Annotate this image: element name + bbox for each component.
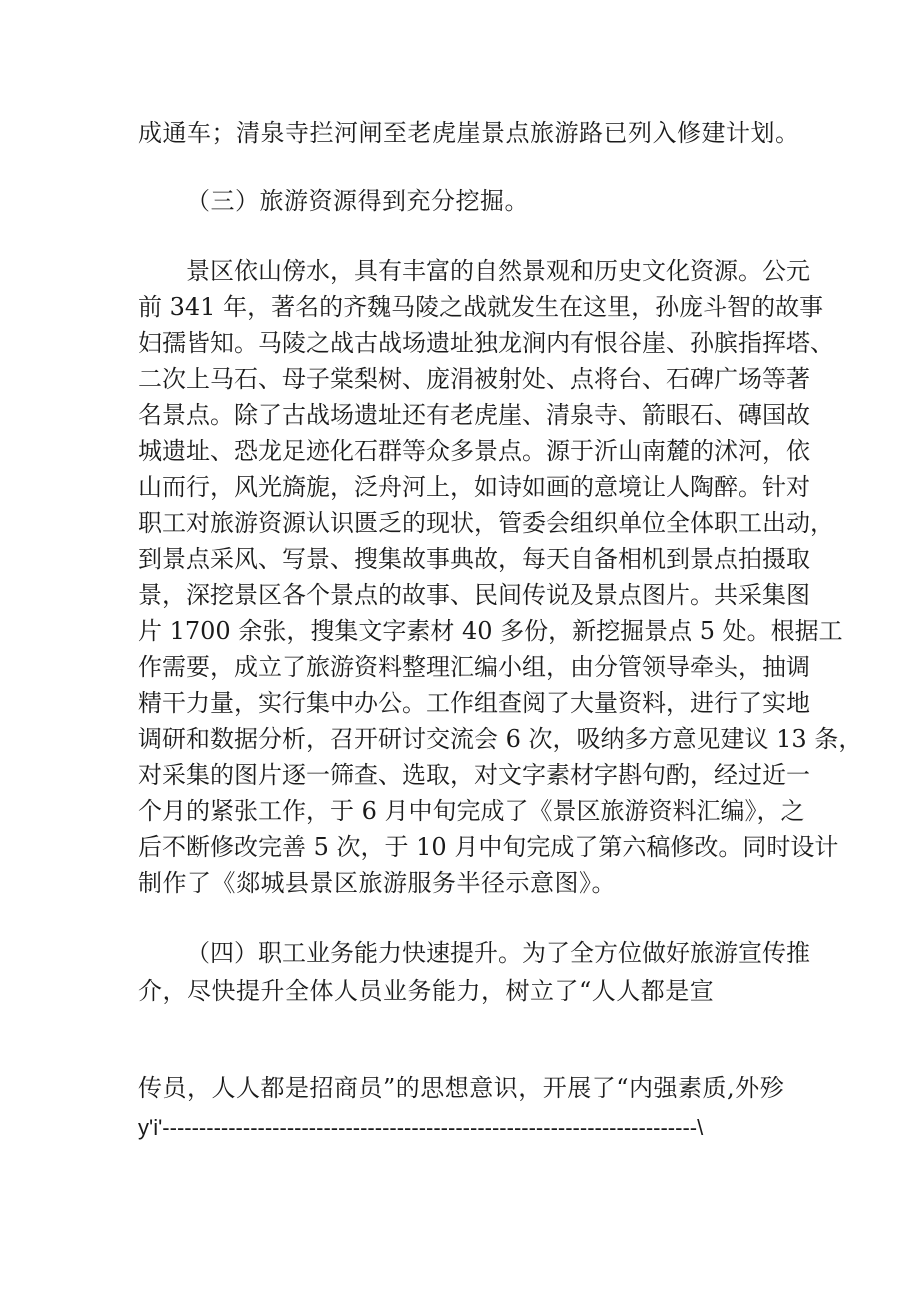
paragraph-line: 介，尽快提升全体人员业务能力，树立了“人人都是宣 [138,977,715,1005]
paragraph-line: 到景点采风、写景、搜集故事典故，每天自备相机到景点拍摄取 [138,545,810,573]
paragraph-line: 山而行，风光旖旎，泛舟河上，如诗如画的意境让人陶醉。针对 [138,473,810,501]
paragraph-line: （四）职工业务能力快速提升。为了全方位做好旅游宣传推 [186,939,810,967]
paragraph-line: 二次上马石、母子棠梨树、庞涓被射处、点将台、石碑广场等著 [138,365,810,393]
paragraph-line: 妇孺皆知。马陵之战古战场遗址独龙涧内有恨谷崖、孙膑指挥塔、 [138,329,834,357]
paragraph-line: 名景点。除了古战场遗址还有老虎崖、清泉寺、箭眼石、磚国故 [138,401,810,429]
paragraph-line: 调研和数据分析，召开研讨交流会 6 次，吸纳多方意见建议 13 条， [138,725,863,753]
paragraph-line: 精干力量，实行集中办公。工作组查阅了大量资料，进行了实地 [138,689,810,717]
paragraph-line: 作需要，成立了旅游资料整理汇编小组，由分管领导牵头，抽调 [138,653,810,681]
paragraph-line: 职工对旅游资源认识匮乏的现状，管委会组织单位全体职工出动， [138,509,834,537]
paragraph-line: 传员，人人都是招商员”的思想意识，开展了“内强素质,外殄 [138,1074,785,1102]
paragraph-line: 制作了《郯城县景区旅游服务半径示意图》。 [138,869,616,897]
paragraph-line: 个月的紧张工作，于 6 月中旬完成了《景区旅游资料汇编》，之 [138,797,805,825]
paragraph-line: 景区依山傍水，具有丰富的自然景观和历史文化资源。公元 [186,257,810,285]
footer-separator-artifact: y'i'-------------------------------------------------------------------------\ [138,1115,704,1140]
paragraph-line: 后不断修改完善 5 次，于 10 月中旬完成了第六稿修改。同时设计 [138,833,839,861]
paragraph-line: 前 341 年，著名的齐魏马陵之战就发生在这里，孙庞斗智的故事 [138,293,824,321]
intro-line: 成通车；清泉寺拦河闸至老虎崖景点旅游路已列入修建计划。 [138,119,800,147]
paragraph-line: 对采集的图片逐一筛查、选取，对文字素材字斟句酌，经过近一 [138,761,810,789]
paragraph-line: 景，深挖景区各个景点的故事、民间传说及景点图片。共采集图 [138,581,810,609]
paragraph-line: 片 1700 余张，搜集文字素材 40 多份，新挖掘景点 5 处。根据工 [138,617,843,645]
section-3-heading: （三）旅游资源得到充分挖掘。 [186,187,529,215]
paragraph-line: 城遗址、恐龙足迹化石群等众多景点。源于沂山南麓的沭河，依 [138,437,810,465]
